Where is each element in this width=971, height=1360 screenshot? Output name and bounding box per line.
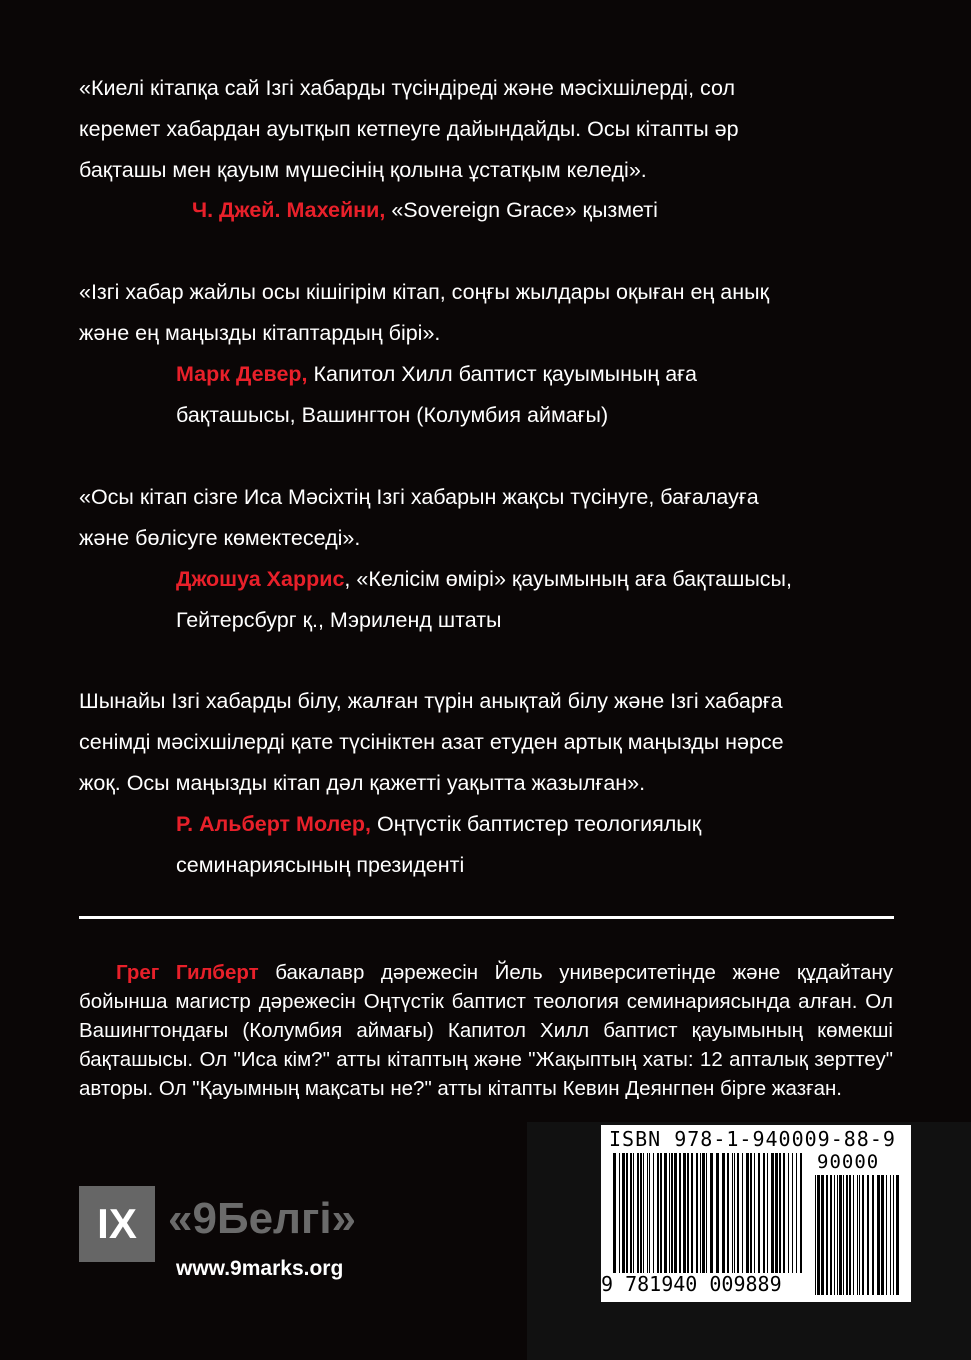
barcode-bar	[633, 1153, 634, 1273]
barcode-bar	[702, 1153, 705, 1273]
barcode-bar	[683, 1153, 686, 1273]
barcode-bar	[750, 1153, 752, 1273]
barcode-bar	[826, 1175, 828, 1295]
barcode-bar	[834, 1175, 835, 1295]
endorser-role: Капитол Хилл баптист қауымының аға	[307, 362, 697, 386]
barcode-bar	[626, 1153, 628, 1273]
endorser-name: Джошуа Харрис	[176, 567, 345, 591]
quote-line: Шынайы Ізгі хабарды білу, жалған түрін анықтай білу және Ізгі хабарға	[79, 689, 783, 713]
barcode-bar	[839, 1175, 842, 1295]
barcode-bar	[867, 1175, 869, 1295]
barcode-bar	[758, 1153, 760, 1273]
quote-line: «Ізгі хабар жайлы осы кішігірім кітап, соңғы жылдары оқыған ең анық	[79, 280, 769, 304]
isbn-number: ISBN 978-1-940009-88-9	[609, 1127, 896, 1151]
endorser-role: семинариясының президенті	[176, 853, 465, 877]
endorser-name: Р. Альберт Молер,	[176, 812, 372, 836]
barcode-bar	[734, 1153, 735, 1273]
barcode-bar	[893, 1175, 894, 1295]
barcode-bar	[716, 1153, 719, 1273]
endorsement-attribution-4	[176, 804, 701, 886]
barcode-bar	[637, 1153, 639, 1273]
barcode-bar	[859, 1175, 860, 1295]
barcode-bar	[630, 1153, 632, 1273]
barcode-bar	[664, 1153, 667, 1273]
barcode-bar	[727, 1153, 729, 1273]
barcode-bar	[657, 1153, 659, 1273]
barcode-bar	[849, 1175, 851, 1295]
barcode-bar	[886, 1175, 887, 1295]
barcode-bar	[862, 1175, 864, 1295]
publisher-url: www.9marks.org	[176, 1257, 344, 1280]
barcode-bar	[679, 1153, 681, 1273]
quote-line: жоқ. Осы маңызды кітап дәл қажетті уақытта жазылған».	[79, 771, 646, 795]
barcode-bar	[763, 1153, 765, 1273]
quote-line: және бөлісуге көмектеседі».	[79, 526, 361, 550]
endorser-role: Гейтерсбург қ., Мэриленд штаты	[176, 608, 502, 632]
divider-line	[79, 916, 894, 919]
quote-line: «Осы кітап сізге Иса Мәсіхтің Ізгі хабарын жақсы түсінуге, бағалауға	[79, 485, 759, 509]
barcode-bar	[687, 1153, 689, 1273]
barcode-bar	[788, 1153, 789, 1273]
barcode-bar	[796, 1153, 797, 1273]
barcode-bar	[792, 1153, 793, 1273]
barcode-bar	[746, 1153, 749, 1273]
barcode-bar	[691, 1153, 693, 1273]
barcode-bar	[843, 1175, 844, 1295]
barcode-bar	[722, 1153, 725, 1273]
barcode-bar	[890, 1175, 891, 1295]
barcode-bar	[706, 1153, 707, 1273]
barcode-bar	[881, 1175, 884, 1295]
barcode-bar	[613, 1153, 616, 1273]
barcode-bar	[742, 1153, 743, 1273]
endorsement-quote-4	[79, 681, 899, 804]
barcode-digits: 9 781940 009889	[601, 1272, 782, 1296]
author-bio	[79, 958, 893, 1103]
publisher-logo-mark: IX	[79, 1186, 155, 1262]
endorsement-attribution-1	[192, 190, 658, 231]
barcode-bar	[696, 1153, 698, 1273]
barcode-bar	[640, 1153, 642, 1273]
endorsement-quote-1	[79, 68, 899, 191]
barcode-bar	[830, 1175, 832, 1295]
quote-line: «Киелі кітапқа сай Ізгі хабарды түсіндіреді және мәсіхшілерді, сол	[79, 76, 736, 100]
barcode-bar	[737, 1153, 739, 1273]
barcode-bar	[653, 1153, 654, 1273]
barcode-bar	[800, 1153, 802, 1273]
barcode-bar	[671, 1153, 673, 1273]
barcode-bar	[775, 1153, 778, 1273]
publisher-name: «9Белгі»	[168, 1194, 357, 1243]
barcode-bar	[660, 1153, 662, 1273]
barcode-bar	[669, 1153, 670, 1273]
barcode-bar	[767, 1153, 768, 1273]
endorsement-quote-3	[79, 477, 899, 559]
quote-line: бақташы мен қауым мүшесінің қолына ұстатқым келеді».	[79, 158, 647, 182]
barcode-bar	[877, 1175, 880, 1295]
endorser-role: Оңтүстік баптистер теологиялық	[371, 812, 702, 836]
bio-text: бакалавр дәрежесін Йель университетінде және құдайтану бойынша магистр дәрежесін Оңтүстік баптист теология семинариясында алған. Ол Вашингтондағы (Колумбия аймағы) Капитол Хилл баптист қауымының көмекші бақташысы. Ол "Иса кім?" атты кітаптың және "Жақыптың хаты: 12 апталық зерттеу" авторы. Ол "Қауымның мақсаты не?" атты кітапты Кевин Деянгпен бірге жазған.	[79, 961, 893, 1100]
barcode-bar	[619, 1153, 620, 1273]
barcode-bar	[857, 1175, 858, 1295]
quote-line: және ең маңызды кітаптардың бірі».	[79, 321, 441, 345]
barcode-bar	[853, 1175, 854, 1295]
endorser-role: «Sovereign Grace» қызметі	[385, 198, 658, 222]
barcode-bar	[647, 1153, 648, 1273]
endorser-role: бақташысы, Вашингтон (Колумбия аймағы)	[176, 403, 609, 427]
barcode-bar	[872, 1175, 874, 1295]
barcode-bar	[674, 1153, 677, 1273]
barcode-bar	[622, 1153, 625, 1273]
barcode-bar	[700, 1153, 701, 1273]
bio-author-name: Грег Гилберт	[116, 961, 259, 984]
endorser-name: Ч. Джей. Махейни,	[192, 198, 386, 222]
barcode-bar	[896, 1175, 899, 1295]
barcode-bar	[649, 1153, 650, 1273]
barcode-bar	[837, 1175, 838, 1295]
barcode-bar	[771, 1153, 774, 1273]
barcode-bar	[815, 1175, 816, 1295]
isbn-barcode	[601, 1125, 911, 1302]
price-code: 90000	[817, 1151, 880, 1173]
endorsement-quote-2	[79, 272, 899, 354]
endorser-role: , «Келісім өмірі» қауымының аға бақташысы,	[344, 567, 792, 591]
barcode-bar	[821, 1175, 824, 1295]
barcode-bar	[779, 1153, 781, 1273]
barcode-bar	[643, 1153, 644, 1273]
endorser-name: Марк Девер,	[176, 362, 308, 386]
quote-line: керемет хабардан ауытқып кетпеуге дайындайды. Осы кітапты әр	[79, 117, 739, 141]
endorsement-attribution-2	[176, 354, 697, 436]
barcode-bar	[732, 1153, 733, 1273]
barcode-bar	[846, 1175, 848, 1295]
barcode-bar	[754, 1153, 755, 1273]
quote-line: сенімді мәсіхшілерді қате түсініктен азат етуден артық маңызды нәрсе	[79, 730, 784, 754]
endorsement-attribution-3	[176, 559, 792, 641]
barcode-bar	[817, 1175, 820, 1295]
barcode-bar	[783, 1153, 785, 1273]
barcode-bar	[710, 1153, 713, 1273]
